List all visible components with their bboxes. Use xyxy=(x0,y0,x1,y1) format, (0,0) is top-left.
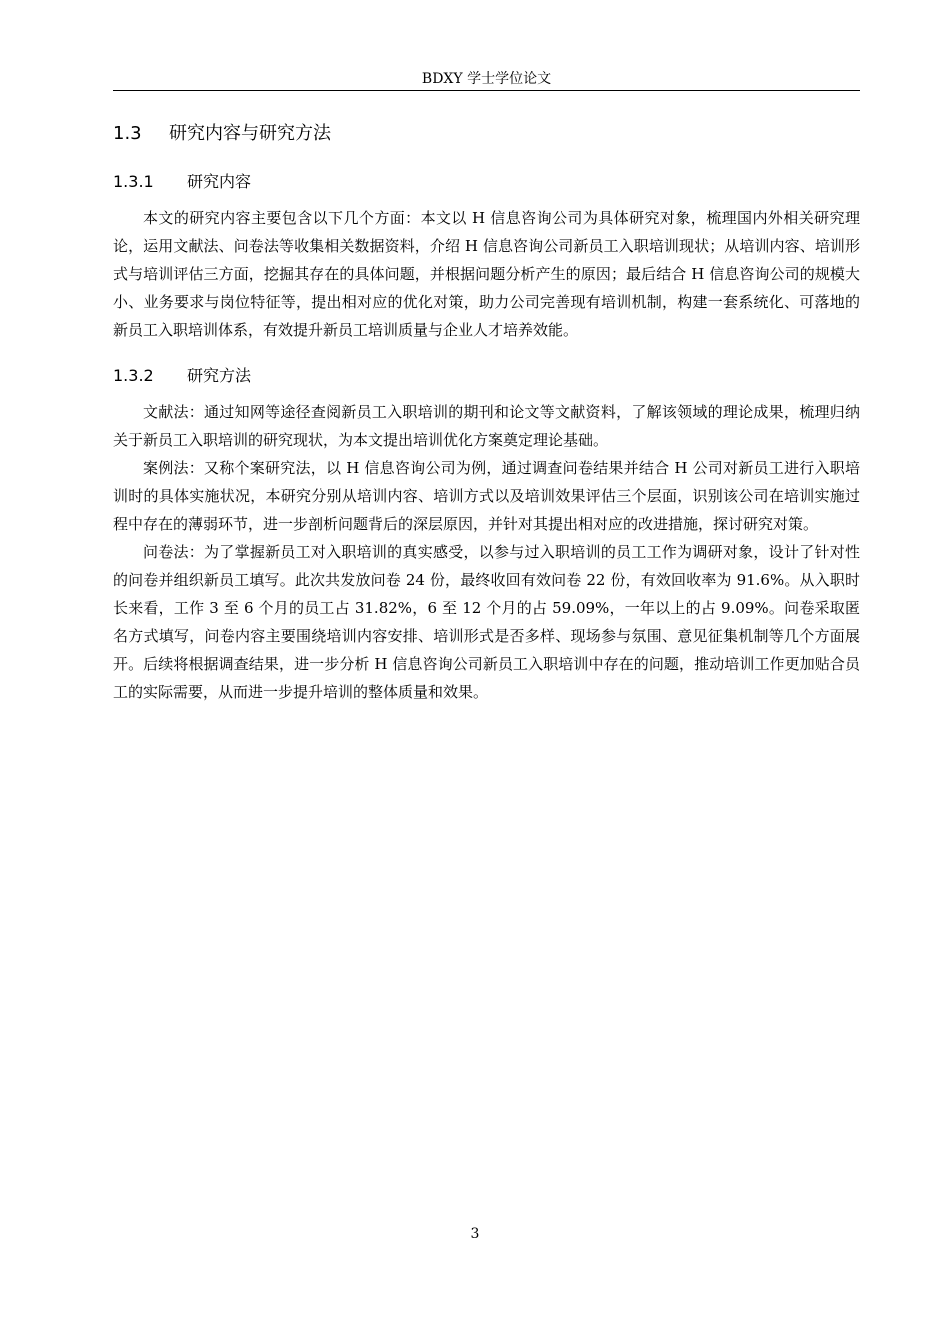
subsection-heading-content xyxy=(113,160,860,204)
subsection-title: 研究内容 xyxy=(187,172,252,191)
page-number: 3 xyxy=(470,1226,480,1242)
running-header xyxy=(113,68,860,91)
subsection-number: 1.3.2 xyxy=(113,366,154,385)
section-number: 1.3 xyxy=(113,123,142,144)
paragraph-questionnaire-method: 问卷法：为了掌握新员工对入职培训的真实感受，以参与过入职培训的员工工作为调研对象，设计了针对性的问卷并组织新员工填写。此次共发放问卷 24 份，最终收回有效问卷 22 份，有效回收率为 91.6%。从入职时长来看，工作 3 至 6 个月的员工占 31.82%，6 至 12 个月的占 59.09%，一年以上的占 9.09%。问卷采取匿名方式填写，问卷内容主要围绕培训内容安排、培训形式是否多样、现场参与氛围、意见征集机制等几个方面展开。后续将根据调查结果，进一步分析 H 信息咨询公司新员工入职培训中存在的问题，推动培训工作更加贴合员工的实际需要，从而进一步提升培训的整体质量和效果。 xyxy=(113,543,860,701)
spacer xyxy=(113,344,860,354)
paragraph-literature-method: 文献法：通过知网等途径查阅新员工入职培训的期刊和论文等文献资料，了解该领域的理论成果，梳理归纳关于新员工入职培训的研究现状，为本文提出培训优化方案奠定理论基础。 xyxy=(113,403,860,449)
paragraph-research-content: 本文的研究内容主要包含以下几个方面：本文以 H 信息咨询公司为具体研究对象，梳理国内外相关研究理论，运用文献法、问卷法等收集相关数据资料，介绍 H 信息咨询公司新员工入职培训现状；从培训内容、培训形式与培训评估三方面，挖掘其存在的具体问题，并根据问题分析产生的原因；最后结合 H 信息咨询公司的规模大小、业务要求与岗位特征等，提出相对应的优化对策，助力公司完善现有培训机制，构建一套系统化、可落地的新员工入职培训体系，有效提升新员工培训质量与企业人才培养效能。 xyxy=(113,209,860,339)
subsection-heading-method xyxy=(113,354,860,398)
section-title: 研究内容与研究方法 xyxy=(169,123,331,144)
paragraph-case-method: 案例法：又称个案研究法，以 H 信息咨询公司为例，通过调查问卷结果并结合 H 公司对新员工进行入职培训时的具体实施状况，本研究分别从培训内容、培训方式以及培训效果评估三个层面，识别该公司在培训实施过程中存在的薄弱环节，进一步剖析问题背后的深层原因，并针对其提出相对应的改进措施，探讨研究对策。 xyxy=(113,459,860,533)
running-header-title: BDXY 学士学位论文 xyxy=(421,71,552,87)
subsection-title: 研究方法 xyxy=(187,366,252,385)
page-body xyxy=(113,114,860,706)
section-heading xyxy=(113,114,860,154)
subsection-number: 1.3.1 xyxy=(113,172,154,191)
